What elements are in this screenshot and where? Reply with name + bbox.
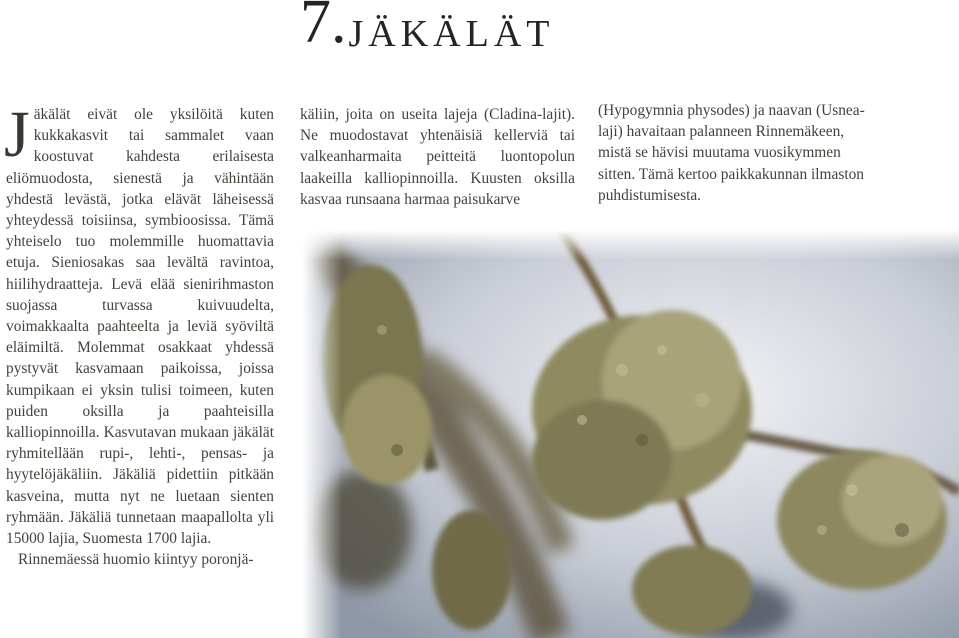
text-column-1 [4, 98, 274, 570]
drop-cap: J [4, 98, 30, 171]
paragraph-intro [4, 98, 274, 549]
text-column-2 [300, 104, 575, 210]
chapter-title: JÄKÄLÄT [348, 13, 555, 55]
text-column-3 [598, 100, 870, 206]
paragraph-column-2: käliin, joita on useita lajeja (Cladina-lajit). Ne muodostavat yhtenäisiä kellerviä tai valkeanharmaita peitteitä luontopolun laakeilla kalliopinnoilla. Kuusten oksilla kasvaa runsaana harmaa paisukarve [300, 106, 575, 208]
paragraph-rinnemaki: Rinnemäessä huomio kiintyy poronjä- [18, 551, 254, 569]
chapter-number: 7. [300, 0, 347, 56]
lichen-photo [302, 230, 959, 638]
chapter-heading [300, 0, 555, 56]
paragraph-column-3: (Hypogymnia physodes) ja naavan (Usnea-laji) havaitaan palanneen Rinnemäkeen, mistä se hävisi muutama vuosikymmen sitten. Tämä kertoo paikkakunnan ilmaston puhdistumisesta. [598, 102, 865, 204]
paragraph-intro-text: äkälät eivät ole yksilöitä kuten kukkakasvit tai sammalet vaan koostuvat kahdesta erilaisesta eliömuodosta, sienestä ja vähintään yhdestä levästä, jotka elävät läheisessä yhteydessä toisiinsa, symbioosissa. Tämä yhteiselo tuo molemmille huomattavia etuja. Sieniosakas saa levältä ravintoa, hiilihydraatteja. Levä elää sienirihmaston suojassa turvassa kuivuudelta, voimakkaalta paahteelta ja leviä syöviltä eläimiltä. Molemmat osakkaat yhdessä pystyvät kasvamaan paikoissa, joissa kumpikaan ei yksin tulisi toimeen, kuten puiden oksilla ja paahteisilla kalliopinnoilla. Kasvutavan mukaan jäkälät ryhmitellään rupi-, lehti-, pensas- ja hyytelöjäkäliin. Jäkäliä pidettiin pitkään kasveina, mutta nyt ne luetaan sienten ryhmään. Jäkäliä tunnetaan maapallolta yli 15000 lajia, Suomesta 1700 lajia. [6, 106, 274, 548]
